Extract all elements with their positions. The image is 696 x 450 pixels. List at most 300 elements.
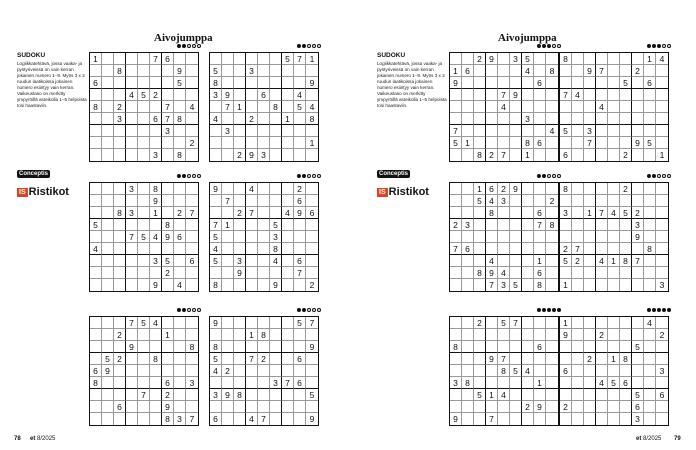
sudoku-cell[interactable] bbox=[234, 353, 246, 365]
sudoku-cell[interactable]: 1 bbox=[150, 207, 162, 219]
sudoku-cell[interactable] bbox=[644, 65, 656, 77]
sudoku-cell[interactable] bbox=[162, 207, 174, 219]
sudoku-cell[interactable]: 7 bbox=[246, 353, 258, 365]
sudoku-cell[interactable] bbox=[596, 243, 608, 255]
sudoku-cell[interactable] bbox=[596, 137, 608, 149]
sudoku-cell[interactable] bbox=[656, 231, 668, 243]
sudoku-cell[interactable]: 7 bbox=[450, 243, 462, 255]
sudoku-cell[interactable] bbox=[114, 389, 126, 401]
sudoku-cell[interactable] bbox=[596, 89, 608, 101]
sudoku-cell[interactable] bbox=[138, 377, 150, 389]
sudoku-cell[interactable]: 3 bbox=[150, 149, 162, 161]
sudoku-cell[interactable] bbox=[498, 341, 510, 353]
sudoku-cell[interactable]: 1 bbox=[234, 101, 246, 113]
sudoku-cell[interactable] bbox=[608, 317, 620, 329]
sudoku-cell[interactable] bbox=[632, 53, 644, 65]
sudoku-cell[interactable] bbox=[102, 413, 114, 425]
sudoku-cell[interactable] bbox=[258, 255, 270, 267]
sudoku-cell[interactable] bbox=[656, 401, 668, 413]
sudoku-cell[interactable] bbox=[546, 207, 558, 219]
sudoku-cell[interactable] bbox=[270, 341, 282, 353]
sudoku-cell[interactable] bbox=[90, 89, 102, 101]
sudoku-cell[interactable] bbox=[498, 65, 510, 77]
sudoku-cell[interactable] bbox=[174, 353, 186, 365]
sudoku-cell[interactable] bbox=[608, 341, 620, 353]
sudoku-cell[interactable] bbox=[584, 101, 596, 113]
sudoku-cell[interactable] bbox=[584, 89, 596, 101]
sudoku-cell[interactable] bbox=[572, 137, 584, 149]
sudoku-cell[interactable] bbox=[522, 195, 534, 207]
sudoku-cell[interactable] bbox=[138, 53, 150, 65]
sudoku-cell[interactable] bbox=[270, 77, 282, 89]
sudoku-cell[interactable] bbox=[608, 101, 620, 113]
sudoku-cell[interactable] bbox=[306, 365, 318, 377]
sudoku-cell[interactable] bbox=[644, 149, 656, 161]
sudoku-cell[interactable]: 8 bbox=[174, 113, 186, 125]
sudoku-cell[interactable] bbox=[620, 137, 632, 149]
sudoku-cell[interactable] bbox=[522, 353, 534, 365]
sudoku-cell[interactable] bbox=[186, 365, 198, 377]
sudoku-cell[interactable] bbox=[474, 279, 486, 291]
sudoku-cell[interactable]: 1 bbox=[222, 219, 234, 231]
sudoku-cell[interactable] bbox=[270, 53, 282, 65]
sudoku-cell[interactable] bbox=[572, 125, 584, 137]
sudoku-cell[interactable] bbox=[126, 243, 138, 255]
sudoku-cell[interactable] bbox=[474, 353, 486, 365]
sudoku-cell[interactable] bbox=[258, 401, 270, 413]
sudoku-cell[interactable] bbox=[282, 183, 294, 195]
sudoku-cell[interactable] bbox=[486, 329, 498, 341]
sudoku-cell[interactable]: 8 bbox=[474, 149, 486, 161]
sudoku-cell[interactable]: 2 bbox=[560, 401, 572, 413]
sudoku-cell[interactable] bbox=[486, 243, 498, 255]
sudoku-cell[interactable]: 5 bbox=[102, 353, 114, 365]
sudoku-cell[interactable] bbox=[510, 377, 522, 389]
sudoku-cell[interactable] bbox=[114, 77, 126, 89]
sudoku-cell[interactable]: 9 bbox=[210, 183, 222, 195]
sudoku-cell[interactable] bbox=[126, 149, 138, 161]
sudoku-cell[interactable] bbox=[90, 183, 102, 195]
sudoku-cell[interactable] bbox=[174, 101, 186, 113]
sudoku-cell[interactable] bbox=[474, 329, 486, 341]
sudoku-cell[interactable] bbox=[186, 195, 198, 207]
sudoku-cell[interactable] bbox=[510, 231, 522, 243]
sudoku-cell[interactable] bbox=[572, 365, 584, 377]
sudoku-cell[interactable] bbox=[102, 137, 114, 149]
sudoku-cell[interactable] bbox=[572, 183, 584, 195]
sudoku-cell[interactable] bbox=[162, 149, 174, 161]
sudoku-cell[interactable]: 1 bbox=[659, 150, 665, 160]
sudoku-cell[interactable] bbox=[522, 341, 534, 353]
sudoku-cell[interactable]: 2 bbox=[546, 195, 558, 207]
sudoku-cell[interactable] bbox=[270, 137, 282, 149]
sudoku-cell[interactable]: 6 bbox=[294, 353, 306, 365]
sudoku-cell[interactable]: 7 bbox=[162, 101, 174, 113]
sudoku-cell[interactable] bbox=[560, 101, 572, 113]
sudoku-cell[interactable] bbox=[186, 89, 198, 101]
sudoku-cell[interactable] bbox=[174, 401, 186, 413]
sudoku-cell[interactable]: 8 bbox=[210, 77, 222, 89]
sudoku-cell[interactable] bbox=[620, 317, 632, 329]
sudoku-cell[interactable]: 7 bbox=[572, 243, 584, 255]
sudoku-cell[interactable] bbox=[656, 77, 668, 89]
sudoku-cell[interactable]: 2 bbox=[114, 353, 126, 365]
sudoku-cell[interactable] bbox=[596, 183, 608, 195]
sudoku-cell[interactable]: 3 bbox=[186, 377, 198, 389]
sudoku-cell[interactable] bbox=[546, 267, 558, 279]
sudoku-cell[interactable] bbox=[234, 77, 246, 89]
sudoku-cell[interactable] bbox=[102, 149, 114, 161]
sudoku-cell[interactable] bbox=[620, 341, 632, 353]
sudoku-cell[interactable] bbox=[258, 183, 270, 195]
sudoku-cell[interactable]: 3 bbox=[522, 113, 534, 125]
sudoku-cell[interactable]: 5 bbox=[522, 53, 534, 65]
sudoku-cell[interactable] bbox=[282, 317, 294, 329]
sudoku-cell[interactable] bbox=[644, 365, 656, 377]
sudoku-cell[interactable] bbox=[210, 195, 222, 207]
sudoku-cell[interactable]: 5 bbox=[510, 279, 522, 291]
sudoku-cell[interactable] bbox=[462, 365, 474, 377]
sudoku-cell[interactable] bbox=[510, 329, 522, 341]
sudoku-cell[interactable] bbox=[306, 125, 318, 137]
sudoku-cell[interactable]: 1 bbox=[486, 389, 498, 401]
sudoku-cell[interactable] bbox=[596, 219, 608, 231]
sudoku-cell[interactable] bbox=[234, 401, 246, 413]
sudoku-cell[interactable] bbox=[306, 183, 318, 195]
sudoku-cell[interactable] bbox=[162, 89, 174, 101]
sudoku-cell[interactable]: 1 bbox=[282, 113, 294, 125]
sudoku-cell[interactable] bbox=[572, 389, 584, 401]
sudoku-cell[interactable] bbox=[608, 243, 620, 255]
sudoku-cell[interactable]: 4 bbox=[186, 101, 198, 113]
sudoku-cell[interactable] bbox=[546, 53, 558, 65]
sudoku-cell[interactable] bbox=[522, 267, 534, 279]
sudoku-cell[interactable]: 4 bbox=[306, 101, 318, 113]
sudoku-cell[interactable]: 3 bbox=[222, 125, 234, 137]
sudoku-cell[interactable] bbox=[114, 89, 126, 101]
sudoku-cell[interactable]: 5 bbox=[620, 207, 632, 219]
sudoku-cell[interactable]: 8 bbox=[270, 101, 282, 113]
sudoku-cell[interactable] bbox=[174, 365, 186, 377]
sudoku-cell[interactable] bbox=[294, 279, 306, 291]
sudoku-cell[interactable] bbox=[114, 317, 126, 329]
sudoku-cell[interactable] bbox=[258, 267, 270, 279]
sudoku-cell[interactable] bbox=[294, 219, 306, 231]
sudoku-cell[interactable] bbox=[486, 125, 498, 137]
sudoku-cell[interactable]: 9 bbox=[510, 89, 522, 101]
sudoku-cell[interactable]: 3 bbox=[246, 65, 258, 77]
sudoku-cell[interactable]: 8 bbox=[620, 353, 632, 365]
sudoku-cell[interactable] bbox=[150, 365, 162, 377]
sudoku-cell[interactable]: 9 bbox=[162, 231, 174, 243]
sudoku-cell[interactable] bbox=[474, 377, 486, 389]
sudoku-cell[interactable]: 7 bbox=[510, 317, 522, 329]
sudoku-cell[interactable] bbox=[620, 243, 632, 255]
sudoku-cell[interactable] bbox=[138, 353, 150, 365]
sudoku-cell[interactable] bbox=[294, 401, 306, 413]
sudoku-cell[interactable] bbox=[608, 65, 620, 77]
sudoku-cell[interactable] bbox=[306, 231, 318, 243]
sudoku-cell[interactable] bbox=[498, 53, 510, 65]
sudoku-cell[interactable]: 6 bbox=[486, 183, 498, 195]
sudoku-cell[interactable] bbox=[608, 401, 620, 413]
sudoku-cell[interactable]: 4 bbox=[270, 255, 282, 267]
sudoku-cell[interactable] bbox=[150, 377, 162, 389]
sudoku-cell[interactable] bbox=[306, 243, 318, 255]
sudoku-cell[interactable]: 7 bbox=[486, 279, 498, 291]
sudoku-cell[interactable] bbox=[282, 341, 294, 353]
sudoku-cell[interactable] bbox=[620, 113, 632, 125]
sudoku-cell[interactable] bbox=[572, 401, 584, 413]
sudoku-cell[interactable]: 2 bbox=[162, 389, 174, 401]
sudoku-cell[interactable]: 3 bbox=[126, 207, 138, 219]
sudoku-cell[interactable] bbox=[584, 389, 596, 401]
sudoku-cell[interactable] bbox=[534, 329, 546, 341]
sudoku-cell[interactable]: 2 bbox=[560, 243, 572, 255]
sudoku-cell[interactable]: 5 bbox=[294, 317, 306, 329]
sudoku-cell[interactable]: 1 bbox=[306, 53, 318, 65]
sudoku-cell[interactable] bbox=[270, 401, 282, 413]
sudoku-cell[interactable] bbox=[546, 341, 558, 353]
sudoku-cell[interactable] bbox=[620, 101, 632, 113]
sudoku-cell[interactable] bbox=[222, 267, 234, 279]
sudoku-cell[interactable] bbox=[234, 243, 246, 255]
sudoku-cell[interactable] bbox=[498, 329, 510, 341]
sudoku-cell[interactable]: 8 bbox=[90, 377, 102, 389]
sudoku-cell[interactable] bbox=[234, 195, 246, 207]
sudoku-cell[interactable] bbox=[620, 401, 632, 413]
sudoku-cell[interactable] bbox=[596, 195, 608, 207]
sudoku-cell[interactable] bbox=[234, 113, 246, 125]
sudoku-cell[interactable]: 8 bbox=[234, 389, 246, 401]
sudoku-cell[interactable] bbox=[474, 137, 486, 149]
sudoku-cell[interactable] bbox=[174, 89, 186, 101]
sudoku-cell[interactable] bbox=[560, 113, 572, 125]
sudoku-cell[interactable] bbox=[210, 125, 222, 137]
sudoku-cell[interactable] bbox=[102, 219, 114, 231]
sudoku-cell[interactable] bbox=[306, 267, 318, 279]
sudoku-cell[interactable] bbox=[644, 125, 656, 137]
sudoku-cell[interactable] bbox=[306, 377, 318, 389]
sudoku-cell[interactable] bbox=[306, 401, 318, 413]
sudoku-cell[interactable]: 1 bbox=[162, 329, 174, 341]
sudoku-cell[interactable] bbox=[126, 329, 138, 341]
sudoku-cell[interactable] bbox=[584, 329, 596, 341]
sudoku-cell[interactable]: 7 bbox=[138, 389, 150, 401]
sudoku-cell[interactable]: 8 bbox=[560, 183, 572, 195]
sudoku-cell[interactable] bbox=[186, 149, 198, 161]
sudoku-cell[interactable]: 6 bbox=[632, 401, 644, 413]
sudoku-cell[interactable]: 5 bbox=[510, 365, 522, 377]
sudoku-cell[interactable] bbox=[510, 137, 522, 149]
sudoku-cell[interactable] bbox=[522, 125, 534, 137]
sudoku-cell[interactable] bbox=[114, 377, 126, 389]
sudoku-cell[interactable] bbox=[246, 101, 258, 113]
sudoku-cell[interactable] bbox=[572, 413, 584, 425]
sudoku-cell[interactable] bbox=[210, 101, 222, 113]
sudoku-cell[interactable] bbox=[294, 243, 306, 255]
sudoku-cell[interactable] bbox=[270, 353, 282, 365]
sudoku-cell[interactable] bbox=[282, 329, 294, 341]
sudoku-cell[interactable]: 7 bbox=[498, 149, 510, 161]
sudoku-cell[interactable] bbox=[282, 401, 294, 413]
sudoku-cell[interactable]: 3 bbox=[270, 231, 282, 243]
sudoku-cell[interactable] bbox=[644, 231, 656, 243]
sudoku-cell[interactable]: 8 bbox=[210, 279, 222, 291]
sudoku-cell[interactable]: 6 bbox=[534, 341, 546, 353]
sudoku-cell[interactable] bbox=[234, 365, 246, 377]
sudoku-cell[interactable] bbox=[102, 341, 114, 353]
sudoku-cell[interactable] bbox=[462, 317, 474, 329]
sudoku-cell[interactable] bbox=[450, 231, 462, 243]
sudoku-cell[interactable] bbox=[234, 279, 246, 291]
sudoku-cell[interactable] bbox=[174, 183, 186, 195]
sudoku-cell[interactable]: 9 bbox=[246, 149, 258, 161]
sudoku-cell[interactable]: 5 bbox=[210, 353, 222, 365]
sudoku-cell[interactable]: 7 bbox=[258, 413, 270, 425]
sudoku-cell[interactable] bbox=[90, 329, 102, 341]
sudoku-cell[interactable] bbox=[584, 195, 596, 207]
sudoku-cell[interactable]: 2 bbox=[498, 183, 510, 195]
sudoku-cell[interactable]: 7 bbox=[210, 219, 222, 231]
sudoku-cell[interactable] bbox=[294, 341, 306, 353]
sudoku-cell[interactable]: 2 bbox=[174, 207, 186, 219]
sudoku-cell[interactable] bbox=[102, 255, 114, 267]
sudoku-cell[interactable] bbox=[546, 89, 558, 101]
sudoku-cell[interactable] bbox=[510, 243, 522, 255]
sudoku-cell[interactable] bbox=[584, 149, 596, 161]
sudoku-cell[interactable]: 8 bbox=[620, 255, 632, 267]
sudoku-cell[interactable]: 1 bbox=[306, 137, 318, 149]
sudoku-cell[interactable]: 7 bbox=[282, 377, 294, 389]
sudoku-cell[interactable]: 6 bbox=[620, 377, 632, 389]
sudoku-cell[interactable] bbox=[608, 137, 620, 149]
sudoku-cell[interactable] bbox=[162, 317, 174, 329]
sudoku-cell[interactable] bbox=[126, 113, 138, 125]
sudoku-cell[interactable]: 8 bbox=[162, 219, 174, 231]
sudoku-cell[interactable] bbox=[522, 207, 534, 219]
sudoku-cell[interactable] bbox=[102, 267, 114, 279]
sudoku-cell[interactable] bbox=[186, 279, 198, 291]
sudoku-cell[interactable] bbox=[90, 317, 102, 329]
sudoku-cell[interactable]: 9 bbox=[450, 77, 462, 89]
sudoku-cell[interactable] bbox=[474, 413, 486, 425]
sudoku-cell[interactable] bbox=[546, 401, 558, 413]
sudoku-cell[interactable] bbox=[450, 89, 462, 101]
sudoku-cell[interactable]: 4 bbox=[90, 243, 102, 255]
sudoku-cell[interactable] bbox=[620, 329, 632, 341]
sudoku-cell[interactable] bbox=[534, 365, 546, 377]
sudoku-cell[interactable] bbox=[114, 267, 126, 279]
sudoku-cell[interactable] bbox=[572, 101, 584, 113]
sudoku-cell[interactable] bbox=[258, 389, 270, 401]
sudoku-cell[interactable] bbox=[644, 389, 656, 401]
sudoku-cell[interactable]: 3 bbox=[510, 53, 522, 65]
sudoku-cell[interactable] bbox=[644, 101, 656, 113]
sudoku-cell[interactable]: 9 bbox=[222, 389, 234, 401]
sudoku-cell[interactable] bbox=[258, 317, 270, 329]
sudoku-cell[interactable] bbox=[644, 413, 656, 425]
sudoku-cell[interactable] bbox=[234, 65, 246, 77]
sudoku-cell[interactable] bbox=[186, 329, 198, 341]
sudoku-cell[interactable] bbox=[584, 113, 596, 125]
sudoku-cell[interactable] bbox=[486, 219, 498, 231]
sudoku-cell[interactable]: 5 bbox=[210, 255, 222, 267]
sudoku-cell[interactable] bbox=[632, 243, 644, 255]
sudoku-cell[interactable] bbox=[258, 137, 270, 149]
sudoku-cell[interactable]: 5 bbox=[306, 389, 318, 401]
sudoku-cell[interactable] bbox=[222, 137, 234, 149]
sudoku-cell[interactable]: 6 bbox=[294, 195, 306, 207]
sudoku-cell[interactable] bbox=[608, 389, 620, 401]
sudoku-cell[interactable]: 5 bbox=[560, 255, 572, 267]
sudoku-cell[interactable] bbox=[222, 329, 234, 341]
sudoku-cell[interactable]: 6 bbox=[534, 77, 546, 89]
sudoku-cell[interactable] bbox=[572, 149, 584, 161]
sudoku-cell[interactable] bbox=[150, 413, 162, 425]
sudoku-cell[interactable] bbox=[510, 401, 522, 413]
sudoku-cell[interactable] bbox=[90, 413, 102, 425]
sudoku-cell[interactable]: 6 bbox=[162, 377, 174, 389]
sudoku-cell[interactable] bbox=[450, 207, 462, 219]
sudoku-cell[interactable] bbox=[174, 243, 186, 255]
sudoku-cell[interactable] bbox=[282, 267, 294, 279]
sudoku-cell[interactable] bbox=[294, 125, 306, 137]
sudoku-cell[interactable] bbox=[186, 125, 198, 137]
sudoku-cell[interactable] bbox=[656, 89, 668, 101]
sudoku-cell[interactable] bbox=[462, 329, 474, 341]
sudoku-cell[interactable] bbox=[620, 413, 632, 425]
sudoku-cell[interactable] bbox=[282, 125, 294, 137]
sudoku-cell[interactable] bbox=[584, 243, 596, 255]
sudoku-cell[interactable] bbox=[644, 219, 656, 231]
sudoku-cell[interactable]: 8 bbox=[474, 267, 486, 279]
sudoku-cell[interactable]: 4 bbox=[150, 317, 162, 329]
sudoku-cell[interactable] bbox=[150, 341, 162, 353]
sudoku-cell[interactable]: 9 bbox=[309, 414, 315, 424]
sudoku-cell[interactable] bbox=[498, 413, 510, 425]
sudoku-cell[interactable]: 9 bbox=[150, 195, 162, 207]
sudoku-cell[interactable] bbox=[596, 267, 608, 279]
sudoku-cell[interactable]: 8 bbox=[150, 183, 162, 195]
sudoku-cell[interactable] bbox=[584, 231, 596, 243]
sudoku-cell[interactable]: 2 bbox=[258, 353, 270, 365]
sudoku-cell[interactable] bbox=[90, 65, 102, 77]
sudoku-cell[interactable] bbox=[150, 65, 162, 77]
sudoku-cell[interactable] bbox=[186, 219, 198, 231]
sudoku-cell[interactable] bbox=[572, 65, 584, 77]
sudoku-cell[interactable] bbox=[572, 231, 584, 243]
sudoku-cell[interactable]: 6 bbox=[294, 377, 306, 389]
sudoku-cell[interactable] bbox=[186, 389, 198, 401]
sudoku-cell[interactable] bbox=[126, 219, 138, 231]
sudoku-cell[interactable]: 9 bbox=[222, 89, 234, 101]
sudoku-cell[interactable]: 5 bbox=[644, 137, 656, 149]
sudoku-cell[interactable] bbox=[474, 231, 486, 243]
sudoku-cell[interactable] bbox=[510, 65, 522, 77]
sudoku-cell[interactable] bbox=[186, 65, 198, 77]
sudoku-cell[interactable]: 4 bbox=[608, 207, 620, 219]
sudoku-cell[interactable] bbox=[258, 377, 270, 389]
sudoku-cell[interactable] bbox=[270, 207, 282, 219]
sudoku-cell[interactable] bbox=[474, 255, 486, 267]
sudoku-cell[interactable]: 8 bbox=[644, 243, 656, 255]
sudoku-cell[interactable] bbox=[162, 243, 174, 255]
sudoku-cell[interactable] bbox=[138, 341, 150, 353]
sudoku-cell[interactable] bbox=[572, 267, 584, 279]
sudoku-cell[interactable] bbox=[222, 149, 234, 161]
sudoku-cell[interactable]: 9 bbox=[102, 365, 114, 377]
